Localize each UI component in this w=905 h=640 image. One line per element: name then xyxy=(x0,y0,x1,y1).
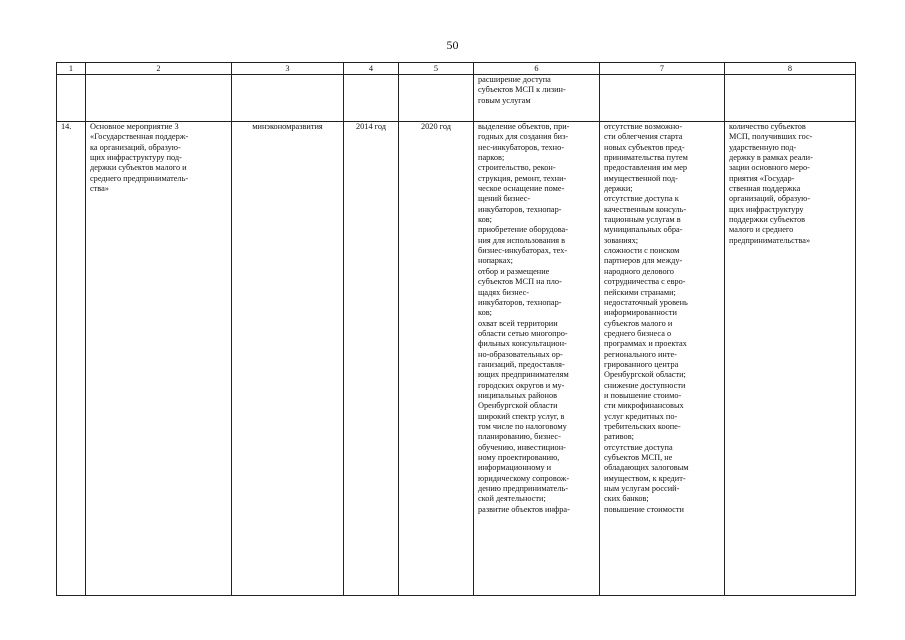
text-line: народного делового xyxy=(604,266,674,276)
header-row xyxy=(57,63,856,75)
text-line: количество субъектов xyxy=(729,122,806,131)
text-line: ударственную под- xyxy=(729,142,797,152)
text-line: муниципальных обра- xyxy=(604,225,683,235)
text-line: расширение доступа xyxy=(478,75,551,84)
text-line: зованиях; xyxy=(604,235,639,245)
text-line: ниципальных районов xyxy=(478,390,558,400)
text-line: сотрудничества с евро- xyxy=(604,277,686,287)
text-line: но-образовательных ор- xyxy=(478,349,563,359)
text-line: субъектов малого и xyxy=(604,318,673,328)
consequences xyxy=(600,122,725,596)
text-line: имущественной под- xyxy=(604,173,678,183)
text-line: бизнес-инкубаторах, тех- xyxy=(478,246,568,256)
text-line: ющих предпринимателям xyxy=(478,370,569,380)
text-line: охват всей территории xyxy=(478,318,558,328)
text-line: информированности xyxy=(604,308,677,318)
text-line: поддержки субъектов xyxy=(729,215,806,225)
text-line: сложности с поиском xyxy=(604,246,680,256)
text-line: щений бизнес- xyxy=(478,194,531,204)
text-line: Основное мероприятие 3 xyxy=(90,122,179,131)
header-col-6: 6 xyxy=(474,63,600,75)
text-line: городских округов и му- xyxy=(478,380,565,390)
text-line: снижение доступности xyxy=(604,380,686,390)
header-col-2: 2 xyxy=(86,63,232,75)
text-line: информационному и xyxy=(478,463,552,473)
text-line: широкий спектр услуг, в xyxy=(478,411,565,421)
cont-cell-6 xyxy=(474,75,600,122)
row-number: 14. xyxy=(57,122,86,596)
text-line: Оренбургской области xyxy=(478,401,558,411)
text-line: юридическому сопровож- xyxy=(478,473,570,483)
text-line: услуг кредитных по- xyxy=(604,411,678,421)
continuation-row xyxy=(57,75,856,122)
text-line: держку в рамках реали- xyxy=(729,153,813,163)
text-line: дению предприниматель- xyxy=(478,484,569,494)
text-line: принимательства путем xyxy=(604,153,688,163)
text-line: годных для создания биз- xyxy=(478,132,569,142)
text-line: ских банков; xyxy=(604,494,649,504)
text-line: грированного центра xyxy=(604,359,679,369)
text-line: ка организаций, образую- xyxy=(90,142,181,152)
text-line: субъектов МСП к лизин- xyxy=(478,85,566,95)
text-line: приобретение оборудова- xyxy=(478,225,568,235)
text-line: приятия «Государ- xyxy=(729,173,795,183)
text-line: фильных консультацион- xyxy=(478,339,567,349)
text-line: сти облегчения старта xyxy=(604,132,683,142)
page-number: 50 xyxy=(446,38,459,52)
header-col-8: 8 xyxy=(725,63,856,75)
text-line: области сетью многопро- xyxy=(478,328,568,338)
text-line: щадях бизнес- xyxy=(478,287,530,297)
text-line: ков; xyxy=(478,215,492,225)
text-line: зации основного меро- xyxy=(729,163,810,173)
table-row xyxy=(57,122,856,596)
cont-cell-2 xyxy=(86,75,232,122)
text-line: держки; xyxy=(604,184,633,194)
text-line: качественным консуль- xyxy=(604,204,687,214)
text-line: имуществом, к кредит- xyxy=(604,473,686,483)
text-line: повышение стоимости xyxy=(604,504,684,514)
text-line: отсутствие возможно- xyxy=(604,122,683,131)
text-line: МСП, получивших гос- xyxy=(729,132,813,142)
header-col-4: 4 xyxy=(344,63,399,75)
text-line: нопарках; xyxy=(478,256,513,266)
text-line: и повышение стоимо- xyxy=(604,390,682,400)
text-line: партнеров для между- xyxy=(604,256,683,266)
text-line: обучению, инвестицион- xyxy=(478,442,566,452)
cont-cell-3 xyxy=(232,75,344,122)
text-line: отсутствие доступа xyxy=(604,442,673,452)
text-line: отсутствие доступа к xyxy=(604,194,679,204)
cont-cell-5 xyxy=(399,75,474,122)
end-year: 2020 год xyxy=(399,122,474,596)
text-line: среднего бизнеса о xyxy=(604,328,672,338)
activity-name xyxy=(86,122,232,596)
text-line: планированию, бизнес- xyxy=(478,432,561,442)
start-year: 2014 год xyxy=(344,122,399,596)
cont-cell-8 xyxy=(725,75,856,122)
header-col-5: 5 xyxy=(399,63,474,75)
text-line: ственная поддержка xyxy=(729,184,801,194)
text-line: организаций, образую- xyxy=(729,194,811,204)
text-line: сти микрофинансовых xyxy=(604,401,684,411)
header-col-1: 1 xyxy=(57,63,86,75)
executor: минэкономразвития xyxy=(232,122,344,596)
text-line: тационным услугам в xyxy=(604,215,681,225)
cont-cell-4 xyxy=(344,75,399,122)
text-line: отбор и размещение xyxy=(478,266,550,276)
text-line: среднего предприниматель- xyxy=(90,173,189,183)
text-line: предпринимательства» xyxy=(729,235,811,245)
text-line: том числе по налоговому xyxy=(478,421,567,431)
text-line: ративов; xyxy=(604,432,634,442)
text-line: щих инфраструктуру xyxy=(729,204,804,214)
text-line: новых субъектов пред- xyxy=(604,142,685,152)
header-col-3: 3 xyxy=(232,63,344,75)
text-line: предоставления им мер xyxy=(604,163,688,173)
text-line: ков; xyxy=(478,308,492,318)
text-line: ской деятельности; xyxy=(478,494,546,504)
text-line: субъектов МСП на пло- xyxy=(478,277,562,287)
text-line: пейскими странами; xyxy=(604,287,676,297)
text-line: недостаточный уровень xyxy=(604,297,688,307)
text-line: субъектов МСП, не xyxy=(604,453,673,462)
text-line: держки субъектов малого и xyxy=(90,163,187,173)
cont-cell-7 xyxy=(600,75,725,122)
text-line: щих инфраструктуру под- xyxy=(90,153,182,163)
header-col-7: 7 xyxy=(600,63,725,75)
text-line: обладающих залоговым xyxy=(604,463,689,473)
text-line: ства» xyxy=(90,184,109,194)
text-line: ния для использования в xyxy=(478,235,566,245)
text-line: инкубаторов, технопар- xyxy=(478,297,562,307)
text-line: парков; xyxy=(478,153,505,163)
text-line: требительских коопе- xyxy=(604,421,681,431)
text-line: «Государственная поддерж- xyxy=(90,132,189,142)
text-line: развитие объектов инфра- xyxy=(478,504,570,514)
text-line: нес-инкубаторов, техно- xyxy=(478,142,565,152)
text-line: выделение объектов, при- xyxy=(478,122,570,131)
expected-results xyxy=(474,122,600,596)
text-line: Оренбургской области; xyxy=(604,370,686,380)
text-line: инкубаторов, технопар- xyxy=(478,204,562,214)
program-table xyxy=(56,62,856,596)
indicator-link xyxy=(725,122,856,596)
text-line: малого и среднего xyxy=(729,225,794,235)
text-line: струкция, ремонт, техни- xyxy=(478,173,567,183)
text-line: строительство, рекон- xyxy=(478,163,556,173)
text-line: ному проектированию, xyxy=(478,453,560,462)
cont-cell-1 xyxy=(57,75,86,122)
text-line: ческое оснащение поме- xyxy=(478,184,565,194)
text-line: регионального инте- xyxy=(604,349,677,359)
text-line: говым услугам xyxy=(478,95,531,105)
text-line: ным услугам россий- xyxy=(604,484,680,494)
text-line: программах и проектах xyxy=(604,339,687,349)
text-line: ганизаций, предоставля- xyxy=(478,359,565,369)
